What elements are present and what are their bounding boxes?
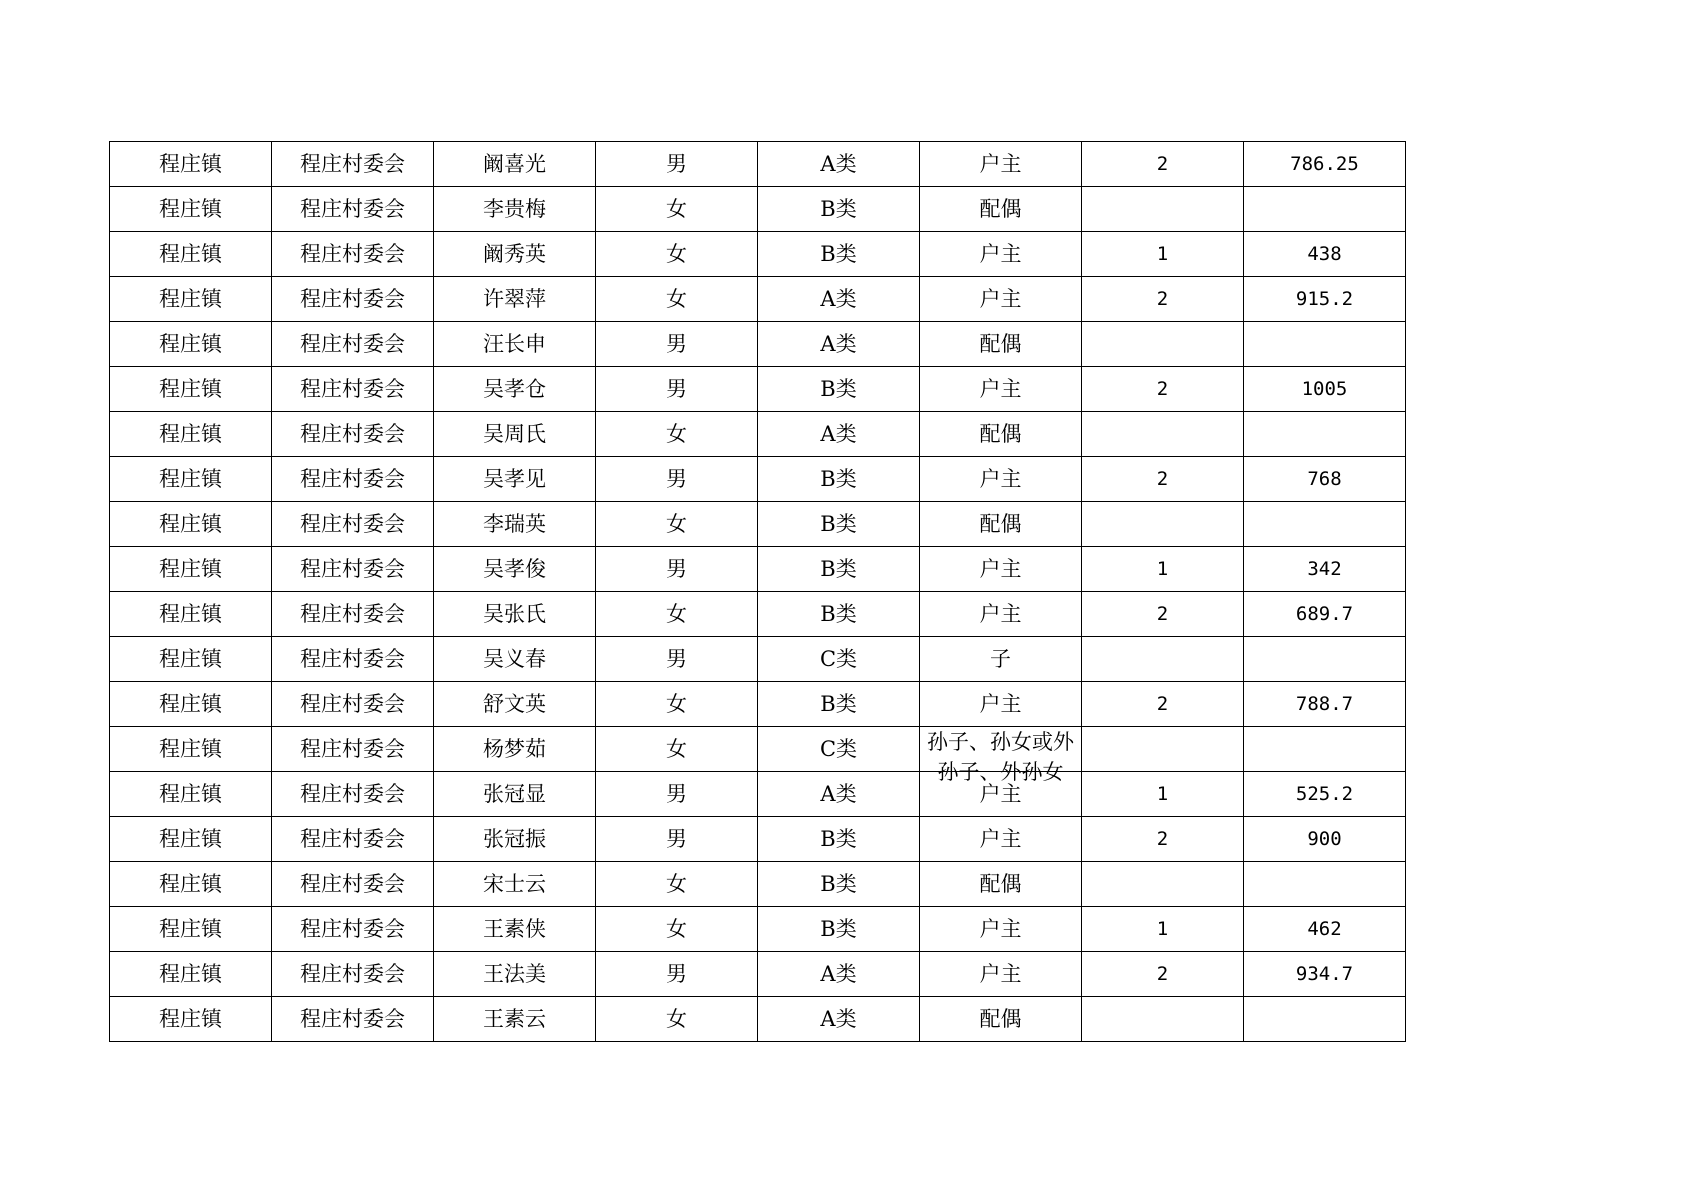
cell-village-committee: 程庄村委会 <box>272 367 434 412</box>
cell-category: B类 <box>758 682 920 727</box>
cell-household-count: 1 <box>1082 547 1244 592</box>
cell-town: 程庄镇 <box>110 637 272 682</box>
cell-category: B类 <box>758 907 920 952</box>
cell-name: 吴周氏 <box>434 412 596 457</box>
cell-household-count: 2 <box>1082 367 1244 412</box>
cell-category: A类 <box>758 142 920 187</box>
cell-category: B类 <box>758 457 920 502</box>
cell-relation: 配偶 <box>920 412 1082 457</box>
cell-village-committee: 程庄村委会 <box>272 412 434 457</box>
cell-gender: 男 <box>596 952 758 997</box>
cell-relation: 配偶 <box>920 502 1082 547</box>
cell-category: B类 <box>758 187 920 232</box>
cell-name: 宋士云 <box>434 862 596 907</box>
table-row <box>110 547 1406 592</box>
cell-household-count <box>1082 862 1244 907</box>
table-body <box>110 142 1406 1042</box>
cell-gender: 男 <box>596 367 758 412</box>
cell-name: 舒文英 <box>434 682 596 727</box>
cell-relation: 户主 <box>920 457 1082 502</box>
table-row <box>110 412 1406 457</box>
cell-town: 程庄镇 <box>110 907 272 952</box>
cell-town: 程庄镇 <box>110 367 272 412</box>
cell-village-committee: 程庄村委会 <box>272 322 434 367</box>
cell-household-count: 1 <box>1082 232 1244 277</box>
cell-amount <box>1244 727 1406 772</box>
cell-household-count <box>1082 322 1244 367</box>
table-row <box>110 367 1406 412</box>
cell-name: 张冠显 <box>434 772 596 817</box>
cell-gender: 女 <box>596 502 758 547</box>
cell-gender: 男 <box>596 322 758 367</box>
cell-gender: 男 <box>596 772 758 817</box>
cell-household-count: 2 <box>1082 277 1244 322</box>
cell-amount: 462 <box>1244 907 1406 952</box>
table-row <box>110 727 1406 772</box>
cell-gender: 女 <box>596 412 758 457</box>
table-row <box>110 682 1406 727</box>
cell-amount <box>1244 637 1406 682</box>
cell-gender: 女 <box>596 277 758 322</box>
cell-household-count <box>1082 727 1244 772</box>
cell-town: 程庄镇 <box>110 502 272 547</box>
cell-name: 王素云 <box>434 997 596 1042</box>
cell-town: 程庄镇 <box>110 142 272 187</box>
cell-household-count: 2 <box>1082 952 1244 997</box>
cell-gender: 女 <box>596 682 758 727</box>
cell-gender: 女 <box>596 862 758 907</box>
cell-category: B类 <box>758 502 920 547</box>
cell-amount <box>1244 412 1406 457</box>
table-row <box>110 997 1406 1042</box>
cell-amount: 689.7 <box>1244 592 1406 637</box>
cell-name: 王法美 <box>434 952 596 997</box>
table-row <box>110 772 1406 817</box>
cell-household-count: 1 <box>1082 907 1244 952</box>
cell-amount: 934.7 <box>1244 952 1406 997</box>
cell-town: 程庄镇 <box>110 862 272 907</box>
cell-amount <box>1244 862 1406 907</box>
cell-relation: 配偶 <box>920 862 1082 907</box>
cell-household-count <box>1082 637 1244 682</box>
table-row <box>110 952 1406 997</box>
cell-relation: 户主 <box>920 547 1082 592</box>
cell-relation: 户主 <box>920 772 1082 817</box>
cell-gender: 男 <box>596 817 758 862</box>
cell-category: A类 <box>758 997 920 1042</box>
table-row <box>110 862 1406 907</box>
cell-village-committee: 程庄村委会 <box>272 547 434 592</box>
cell-category: A类 <box>758 412 920 457</box>
cell-gender: 女 <box>596 997 758 1042</box>
cell-relation: 户主 <box>920 142 1082 187</box>
cell-name: 阚喜光 <box>434 142 596 187</box>
cell-town: 程庄镇 <box>110 232 272 277</box>
table-row <box>110 592 1406 637</box>
cell-category: B类 <box>758 547 920 592</box>
cell-relation: 户主 <box>920 232 1082 277</box>
cell-household-count: 2 <box>1082 682 1244 727</box>
cell-village-committee: 程庄村委会 <box>272 817 434 862</box>
cell-category: A类 <box>758 952 920 997</box>
cell-relation: 子 <box>920 637 1082 682</box>
cell-village-committee: 程庄村委会 <box>272 862 434 907</box>
cell-town: 程庄镇 <box>110 547 272 592</box>
cell-village-committee: 程庄村委会 <box>272 457 434 502</box>
table-row <box>110 907 1406 952</box>
cell-amount: 900 <box>1244 817 1406 862</box>
cell-town: 程庄镇 <box>110 322 272 367</box>
cell-village-committee: 程庄村委会 <box>272 232 434 277</box>
cell-town: 程庄镇 <box>110 457 272 502</box>
cell-amount: 525.2 <box>1244 772 1406 817</box>
cell-village-committee: 程庄村委会 <box>272 277 434 322</box>
table-row <box>110 232 1406 277</box>
cell-village-committee: 程庄村委会 <box>272 637 434 682</box>
cell-category: B类 <box>758 367 920 412</box>
cell-name: 汪长申 <box>434 322 596 367</box>
cell-category: C类 <box>758 727 920 772</box>
cell-household-count <box>1082 997 1244 1042</box>
cell-name: 杨梦茹 <box>434 727 596 772</box>
cell-category: B类 <box>758 862 920 907</box>
cell-relation: 户主 <box>920 592 1082 637</box>
cell-amount: 788.7 <box>1244 682 1406 727</box>
cell-relation: 户主 <box>920 277 1082 322</box>
cell-gender: 男 <box>596 547 758 592</box>
cell-household-count <box>1082 187 1244 232</box>
cell-village-committee: 程庄村委会 <box>272 997 434 1042</box>
cell-category: A类 <box>758 322 920 367</box>
cell-name: 吴孝见 <box>434 457 596 502</box>
cell-name: 许翠萍 <box>434 277 596 322</box>
cell-category: C类 <box>758 637 920 682</box>
cell-amount <box>1244 502 1406 547</box>
cell-relation: 户主 <box>920 682 1082 727</box>
cell-name: 吴义春 <box>434 637 596 682</box>
cell-gender: 女 <box>596 907 758 952</box>
table-row <box>110 142 1406 187</box>
cell-gender: 女 <box>596 187 758 232</box>
cell-relation: 户主 <box>920 907 1082 952</box>
cell-relation: 户主 <box>920 817 1082 862</box>
cell-village-committee: 程庄村委会 <box>272 142 434 187</box>
cell-name: 阚秀英 <box>434 232 596 277</box>
cell-text: 孙子、孙女或外孙子、外孙女 <box>927 730 1074 784</box>
cell-gender: 女 <box>596 727 758 772</box>
cell-category: A类 <box>758 277 920 322</box>
cell-relation: 配偶 <box>920 997 1082 1042</box>
cell-amount <box>1244 187 1406 232</box>
cell-household-count <box>1082 412 1244 457</box>
cell-household-count: 2 <box>1082 592 1244 637</box>
cell-category: A类 <box>758 772 920 817</box>
cell-amount: 342 <box>1244 547 1406 592</box>
cell-village-committee: 程庄村委会 <box>272 502 434 547</box>
cell-town: 程庄镇 <box>110 592 272 637</box>
cell-relation: 配偶 <box>920 187 1082 232</box>
cell-household-count: 2 <box>1082 142 1244 187</box>
table-row <box>110 817 1406 862</box>
cell-village-committee: 程庄村委会 <box>272 187 434 232</box>
table-row <box>110 322 1406 367</box>
cell-town: 程庄镇 <box>110 952 272 997</box>
cell-village-committee: 程庄村委会 <box>272 592 434 637</box>
cell-gender: 女 <box>596 592 758 637</box>
cell-town: 程庄镇 <box>110 772 272 817</box>
cell-relation <box>920 727 1082 784</box>
cell-village-committee: 程庄村委会 <box>272 682 434 727</box>
cell-name: 王素侠 <box>434 907 596 952</box>
cell-village-committee: 程庄村委会 <box>272 727 434 772</box>
cell-amount <box>1244 322 1406 367</box>
table-row <box>110 502 1406 547</box>
cell-category: B类 <box>758 817 920 862</box>
cell-name: 吴孝俊 <box>434 547 596 592</box>
cell-village-committee: 程庄村委会 <box>272 772 434 817</box>
cell-town: 程庄镇 <box>110 277 272 322</box>
cell-gender: 男 <box>596 142 758 187</box>
cell-household-count: 2 <box>1082 457 1244 502</box>
cell-household-count <box>1082 502 1244 547</box>
table-row <box>110 277 1406 322</box>
cell-amount: 768 <box>1244 457 1406 502</box>
cell-name: 吴孝仓 <box>434 367 596 412</box>
cell-relation: 户主 <box>920 952 1082 997</box>
cell-name: 李瑞英 <box>434 502 596 547</box>
cell-town: 程庄镇 <box>110 187 272 232</box>
cell-category: B类 <box>758 232 920 277</box>
cell-relation: 配偶 <box>920 322 1082 367</box>
cell-town: 程庄镇 <box>110 997 272 1042</box>
cell-town: 程庄镇 <box>110 817 272 862</box>
cell-household-count: 2 <box>1082 817 1244 862</box>
cell-amount: 786.25 <box>1244 142 1406 187</box>
data-table <box>109 141 1406 1042</box>
cell-town: 程庄镇 <box>110 727 272 772</box>
cell-amount: 1005 <box>1244 367 1406 412</box>
cell-town: 程庄镇 <box>110 682 272 727</box>
cell-gender: 女 <box>596 232 758 277</box>
cell-village-committee: 程庄村委会 <box>272 952 434 997</box>
cell-amount <box>1244 997 1406 1042</box>
cell-gender: 男 <box>596 457 758 502</box>
cell-relation: 户主 <box>920 367 1082 412</box>
cell-name: 张冠振 <box>434 817 596 862</box>
cell-name: 吴张氏 <box>434 592 596 637</box>
table-row <box>110 637 1406 682</box>
cell-name: 李贵梅 <box>434 187 596 232</box>
table-row <box>110 187 1406 232</box>
cell-amount: 438 <box>1244 232 1406 277</box>
cell-town: 程庄镇 <box>110 412 272 457</box>
cell-village-committee: 程庄村委会 <box>272 907 434 952</box>
table-row <box>110 457 1406 502</box>
cell-amount: 915.2 <box>1244 277 1406 322</box>
cell-household-count: 1 <box>1082 772 1244 817</box>
cell-gender: 男 <box>596 637 758 682</box>
cell-category: B类 <box>758 592 920 637</box>
